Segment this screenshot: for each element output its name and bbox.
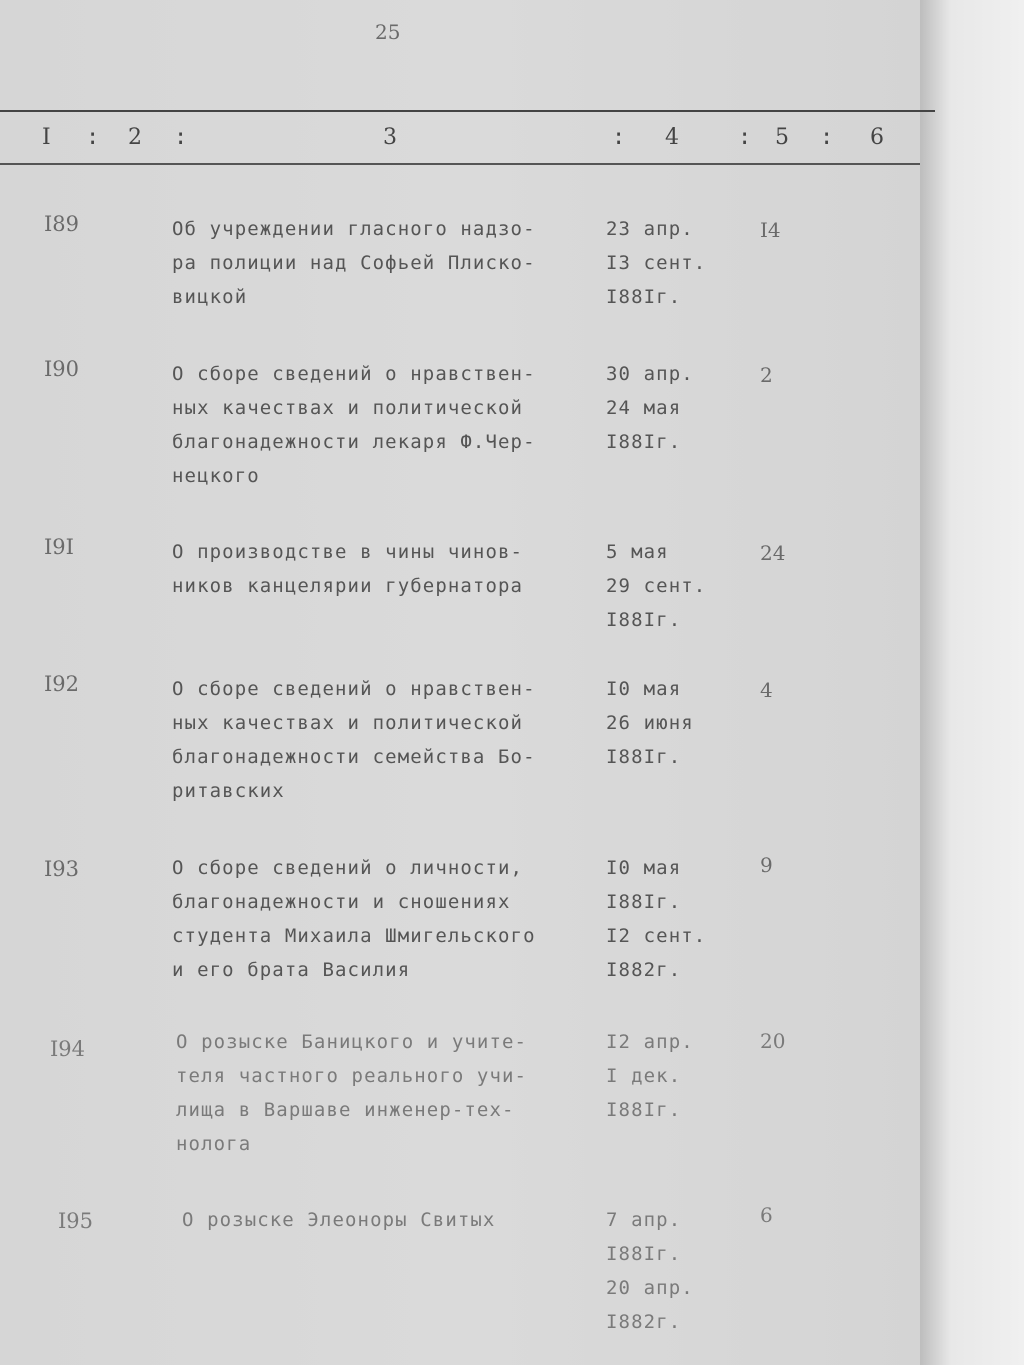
column-separator: : (820, 125, 834, 150)
entry-dates: 7 апр. I88Iг. 20 апр. I882г. (606, 1209, 694, 1333)
entry-number: I9I (44, 535, 74, 559)
entry-dates: I0 мая I88Iг. I2 сент. I882г. (606, 857, 707, 981)
entry-title: О розыске Баницкого и учите- теля частного реального учи- лища в Варшаве инженер-тех- нолога (176, 1031, 528, 1155)
entry-title: О сборе сведений о нравствен- ных качествах и политической благонадежности семейства Бо- ритавских (172, 678, 536, 802)
entry-dates: 23 апр. I3 сент. I88Iг. (606, 218, 707, 308)
header-bottom-rule (0, 163, 920, 165)
column-separator: : (738, 125, 752, 150)
column-header-2: 2 (128, 125, 142, 150)
entry-dates: I0 мая 26 июня I88Iг. (606, 678, 694, 768)
entry-number: I92 (44, 672, 80, 696)
column-separator: : (174, 125, 188, 150)
entry-title: О розыске Элеоноры Свитых (182, 1209, 496, 1231)
header-top-rule (0, 110, 935, 112)
page-number: 25 (375, 20, 401, 44)
entry-dates: 30 апр. 24 мая I88Iг. (606, 363, 694, 453)
page-edge (920, 0, 1024, 1365)
entry-sheets: 9 (760, 853, 773, 877)
column-header-6: 6 (870, 125, 884, 150)
column-header-4: 4 (665, 125, 679, 150)
column-separator: : (86, 125, 100, 150)
entry-sheets: I4 (760, 218, 781, 242)
entry-dates: 5 мая 29 сент. I88Iг. (606, 541, 707, 631)
entry-dates: I2 апр. I дек. I88Iг. (606, 1031, 694, 1121)
column-header-1: I (42, 125, 51, 150)
entry-sheets: 20 (760, 1029, 786, 1053)
entry-title: О сборе сведений о нравствен- ных качествах и политической благонадежности лекаря Ф.Чер- нецкого (172, 363, 536, 487)
column-header-5: 5 (775, 125, 789, 150)
entry-title: О сборе сведений о личности, благонадежности и сношениях студента Михаила Шмигельского и его брата Василия (172, 857, 536, 981)
entry-title: О производстве в чины чинов- ников канцелярии губернатора (172, 541, 524, 597)
entry-sheets: 4 (760, 678, 773, 702)
entry-number: I95 (58, 1209, 94, 1233)
entry-number: I89 (44, 212, 80, 236)
column-separator: : (612, 125, 626, 150)
entry-number: I90 (44, 357, 80, 381)
entry-sheets: 6 (760, 1203, 773, 1227)
entry-sheets: 2 (760, 363, 773, 387)
entry-sheets: 24 (760, 541, 786, 565)
column-header-3: 3 (383, 125, 397, 150)
entry-number: I93 (44, 857, 80, 881)
entry-title: Об учреждении гласного надзо- ра полиции над Софьей Плиско- вицкой (172, 218, 536, 308)
entry-number: I94 (50, 1037, 86, 1061)
